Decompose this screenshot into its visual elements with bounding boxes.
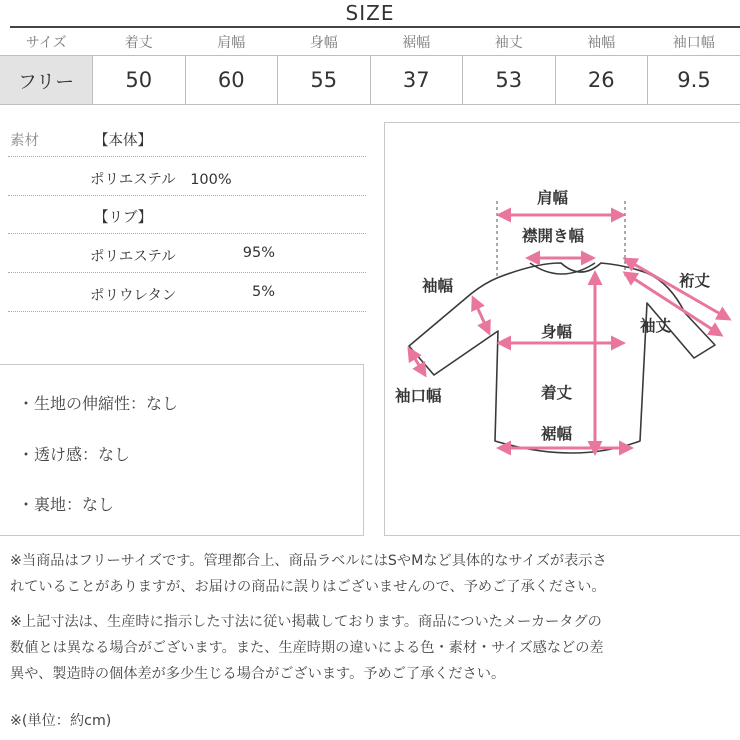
label-neck-width: 襟開き幅 [522, 227, 585, 245]
header-body-width: 身幅 [309, 34, 338, 51]
note-sheerness: ・透け感：なし [18, 445, 131, 464]
cell-sleeve-width: 26 [555, 56, 648, 105]
label-body-width: 身幅 [541, 323, 573, 341]
footnote-line: 数値とは異なる場合がございます。また、生産時期の違いによる色・素材・サイズ感などの差 [10, 640, 604, 656]
label-sleeve-width: 袖幅 [422, 277, 454, 295]
size-table [0, 28, 740, 105]
footnote-measurements [10, 609, 740, 687]
cell-length: 50 [93, 56, 186, 105]
arrow-raglan-length [625, 259, 729, 319]
rib-fabric-name: ポリウレタン [90, 288, 177, 304]
label-raglan-length: 裄丈 [679, 272, 711, 290]
label-cuff-width: 袖口幅 [395, 387, 442, 405]
material-row-rib-1 [8, 233, 366, 273]
body-heading: 【本体】 [94, 133, 152, 149]
cell-cuff-width: 9.5 [648, 56, 740, 105]
material-row-body-heading [8, 117, 366, 157]
note-lining: ・裏地：なし [18, 495, 115, 514]
measurement-diagram [384, 122, 740, 536]
cell-body-width: 55 [278, 56, 371, 105]
header-hem-width: 裾幅 [402, 34, 431, 51]
footnote-line: 異や、製造時の個体差が多少生じる場合がございます。予めご了承ください。 [10, 666, 506, 682]
footnote-unit: ※(単位：約cm) [10, 713, 112, 729]
header-cuff-width: 袖口幅 [672, 34, 715, 51]
fabric-notes-box [0, 364, 364, 536]
cell-shoulder: 60 [185, 56, 278, 105]
body-fabric: ポリエステル 100% [90, 172, 232, 188]
footnote-line: ※上記寸法は、生産時に指示した寸法に従い掲載しております。商品についたメーカータグの [10, 614, 602, 630]
header-sleeve-length: 袖丈 [494, 34, 523, 51]
rib-heading: 【リブ】 [94, 210, 153, 226]
label-sleeve-length: 袖丈 [640, 317, 672, 335]
header-sleeve-width: 袖幅 [587, 34, 616, 51]
label-shoulder-width: 肩幅 [537, 189, 569, 207]
material-row-body-fabric [8, 156, 366, 196]
material-label: 素材 [10, 133, 39, 149]
garment-diagram-svg [385, 123, 740, 537]
cell-hem-width: 37 [370, 56, 463, 105]
material-row-rib-heading [8, 194, 366, 234]
label-hem-width: 裾幅 [541, 425, 573, 443]
footnote-line: れていることがありますが、お届けの商品に誤りはございませんので、予めご了承ください。 [10, 579, 606, 595]
footnote-free-size [10, 548, 740, 600]
material-row-rib-2 [8, 272, 366, 312]
rib-fabric-pct: 95% [242, 245, 275, 261]
label-length: 着丈 [541, 384, 573, 402]
size-table-header-row [0, 28, 740, 56]
arrow-sleeve-width [473, 298, 489, 333]
footnote-line: ※当商品はフリーサイズです。管理都合上、商品ラベルにはSやMなど具体的なサイズが表示さ [10, 553, 607, 569]
size-table-row [0, 56, 740, 105]
cell-size: フリー [0, 56, 93, 105]
header-shoulder: 肩幅 [217, 34, 246, 51]
header-size: サイズ [25, 34, 67, 51]
header-length: 着丈 [124, 34, 153, 51]
rib-fabric-pct: 5% [251, 284, 275, 300]
size-title: SIZE [345, 1, 395, 25]
note-stretch: ・生地の伸縮性：なし [18, 394, 179, 413]
cell-sleeve-length: 53 [463, 56, 556, 105]
rib-fabric-name: ポリエステル [90, 249, 176, 265]
